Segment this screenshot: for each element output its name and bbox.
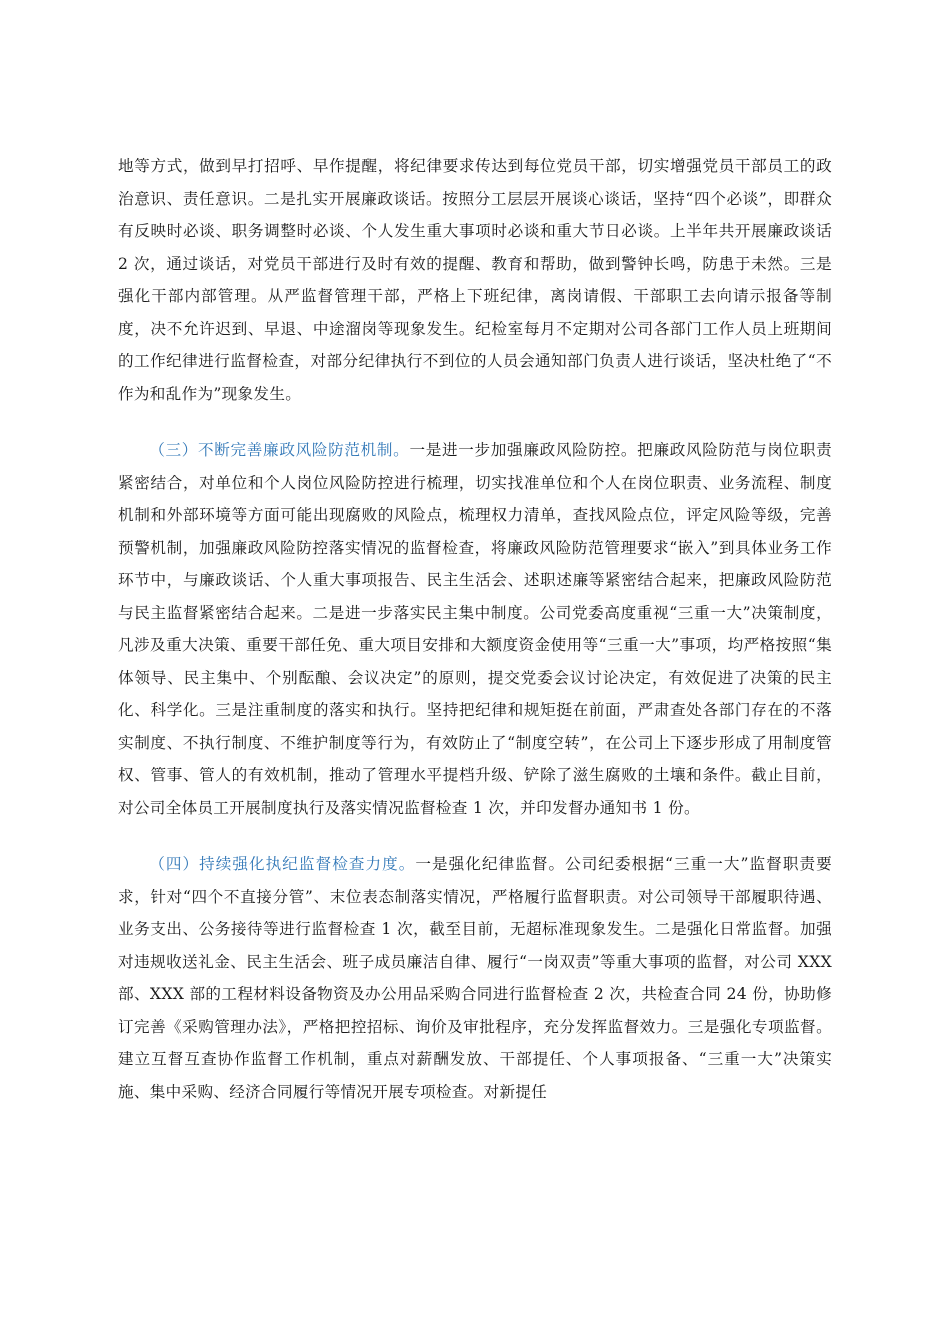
paragraph-text: 一是进一步加强廉政风险防控。把廉政风险防范与岗位职责紧密结合，对单位和个人岗位风险防控进行梳理，切实找准单位和个人在岗位职责、业务流程、制度机制和外部环境等方面可能出现腐败的风险点，梳理权力清单，查找风险点位，评定风险等级，完善预警机制，加强廉政风险防控落实情况的监督检查，将廉政风险防范管理要求“嵌入”到具体业务工作环节中，与廉政谈话、个人重大事项报告、民主生活会、述职述廉等紧密结合起来，把廉政风险防范与民主监督紧密结合起来。二是进一步落实民主集中制度。公司党委高度重视“三重一大”决策制度，凡涉及重大决策、重要干部任免、重大项目安排和大额度资金使用等“三重一大”事项，均严格按照“集体领导、民主集中、个别酝酿、会议决定”的原则，提交党委会议讨论决定，有效促进了决策的民主化、科学化。三是注重制度的落实和执行。坚持把纪律和规矩挺在前面，严肃查处各部门存在的不落实制度、不执行制度、不维护制度等行为，有效防止了“制度空转”，在公司上下逐步形成了用制度管权、管事、管人的有效机制，推动了管理水平提档升级、铲除了滋生腐败的土壤和条件。截止目前，对公司全体员工开展制度执行及落实情况监督检查 1 次，并印发督办通知书 1 份。 — [118, 441, 832, 817]
paragraph-supervision-inspection — [118, 848, 832, 1108]
document-body — [118, 150, 832, 1108]
paragraph-text: 地等方式，做到早打招呼、早作提醒，将纪律要求传达到每位党员干部，切实增强党员干部员工的政治意识、责任意识。二是扎实开展廉政谈话。按照分工层层开展谈心谈话，坚持“四个必谈”，即群众有反映时必谈、职务调整时必谈、个人发生重大事项时必谈和重大节日必谈。上半年共开展廉政谈话 2 次，通过谈话，对党员干部进行及时有效的提醒、教育和帮助，做到警钟长鸣，防患于未然。三是强化干部内部管理。从严监督管理干部，严格上下班纪律，离岗请假、干部职工去向请示报备等制度，决不允许迟到、早退、中途溜岗等现象发生。纪检室每月不定期对公司各部门工作人员上班期间的工作纪律进行监督检查，对部分纪律执行不到位的人员会通知部门负责人进行谈话，坚决杜绝了“不作为和乱作为”现象发生。 — [118, 157, 832, 403]
paragraph-text: 一是强化纪律监督。公司纪委根据“三重一大”监督职责要求，针对“四个不直接分管”、末位表态制落实情况，严格履行监督职责。对公司领导干部履职待遇、业务支出、公务接待等进行监督检查 1 次，截至目前，无超标准现象发生。二是强化日常监督。加强对违规收送礼金、民主生活会、班子成员廉洁自律、履行“一岗双责”等重大事项的监督，对公司 XXX 部、XXX 部的工程材料设备物资及办公用品采购合同进行监督检查 2 次，共检查合同 24 份，协助修订完善《采购管理办法》，严格把控招标、询价及审批程序，充分发挥监督效力。三是强化专项监督。建立互督互查协作监督工作机制，重点对薪酬发放、干部提任、个人事项报备、“三重一大”决策实施、集中采购、经济合同履行等情况开展专项检查。对新提任 — [118, 855, 832, 1101]
section-heading-4: （四）持续强化执纪监督检查力度。 — [149, 855, 416, 873]
paragraph-discipline-education — [118, 150, 832, 410]
paragraph-spacer — [118, 410, 832, 434]
paragraph-risk-prevention — [118, 434, 832, 824]
paragraph-spacer — [118, 824, 832, 848]
section-heading-3: （三）不断完善廉政风险防范机制。 — [149, 441, 410, 459]
